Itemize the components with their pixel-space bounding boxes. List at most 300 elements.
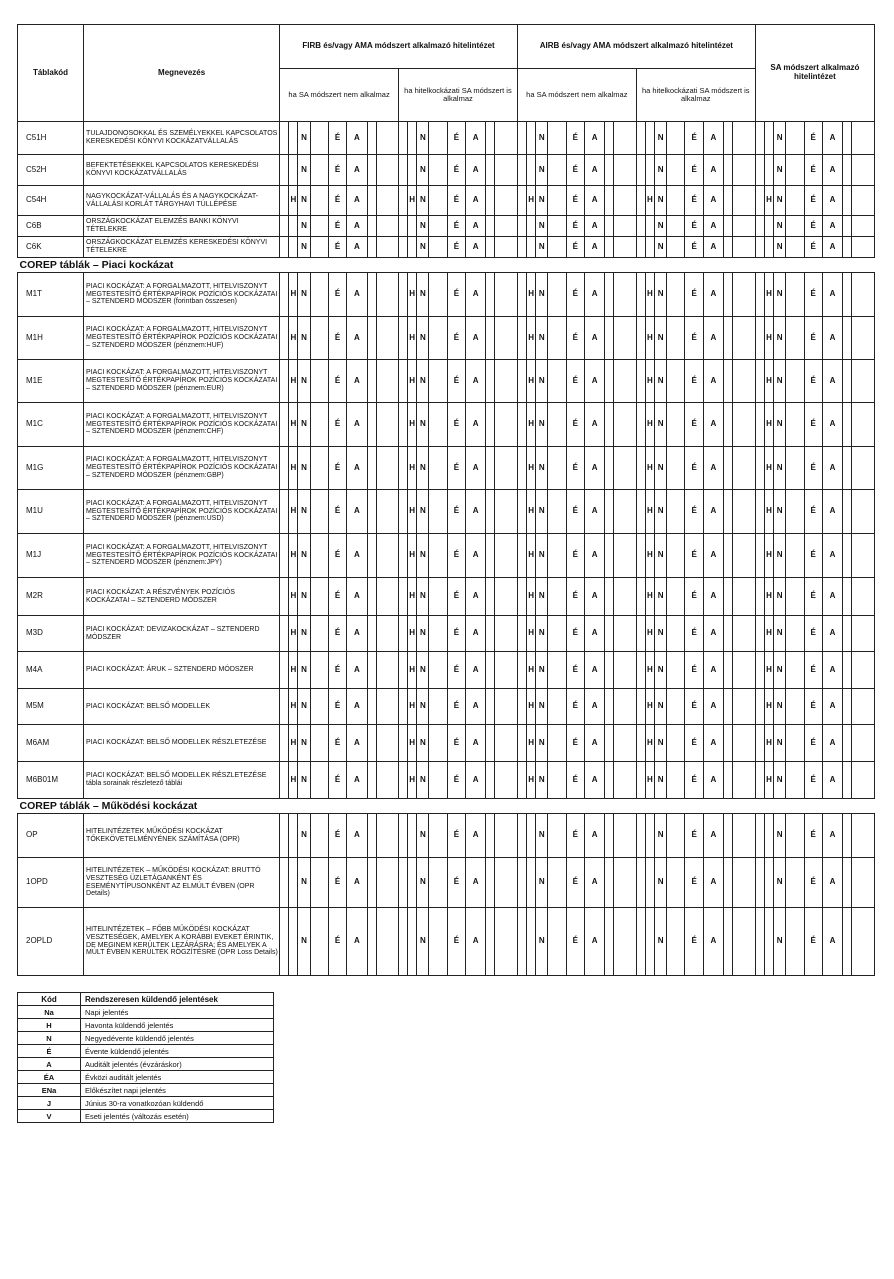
- freq-cell-e: É: [447, 403, 465, 447]
- empty-cell: [614, 447, 636, 490]
- freq-cell-n: N: [655, 578, 667, 616]
- empty-cell: [310, 403, 328, 447]
- freq-cell-n: N: [536, 762, 548, 799]
- freq-cell-a: A: [822, 534, 842, 578]
- subheader-firb-no-sa: ha SA módszert nem alkalmaz: [280, 69, 399, 122]
- freq-cell-a: A: [584, 447, 604, 490]
- freq-cell-n: N: [774, 122, 786, 155]
- empty-cell: [636, 237, 645, 258]
- empty-cell: [310, 360, 328, 403]
- freq-cell-n: N: [774, 534, 786, 578]
- freq-cell-e: É: [566, 858, 584, 908]
- freq-cell-a: A: [822, 762, 842, 799]
- row-code: M6AM: [18, 725, 84, 762]
- freq-cell-n: N: [298, 908, 310, 976]
- freq-cell-h: H: [289, 360, 298, 403]
- empty-cell: [289, 155, 298, 186]
- empty-cell: [843, 447, 852, 490]
- empty-cell: [548, 360, 566, 403]
- freq-cell-n: N: [298, 186, 310, 216]
- empty-cell: [429, 186, 447, 216]
- freq-cell-h: H: [645, 616, 654, 652]
- freq-cell-a: A: [466, 616, 486, 652]
- freq-cell-h: H: [764, 689, 773, 725]
- row-name: PIACI KOCKÁZAT: A RÉSZVÉNYEK POZÍCIÓS KOCKÁZATAI – SZTENDERD MÓDSZER: [84, 578, 280, 616]
- freq-cell-a: A: [822, 447, 842, 490]
- empty-cell: [755, 273, 764, 317]
- freq-cell-e: É: [685, 578, 703, 616]
- empty-cell: [280, 762, 289, 799]
- row-code: C6K: [18, 237, 84, 258]
- freq-cell-a: A: [822, 360, 842, 403]
- empty-cell: [764, 237, 773, 258]
- empty-cell: [367, 814, 376, 858]
- empty-cell: [733, 122, 756, 155]
- empty-cell: [310, 273, 328, 317]
- empty-cell: [843, 652, 852, 689]
- empty-cell: [733, 490, 756, 534]
- empty-cell: [367, 908, 376, 976]
- empty-cell: [605, 858, 614, 908]
- header-tablakod: Táblakód: [18, 25, 84, 122]
- table-row: [18, 534, 875, 578]
- freq-cell-n: N: [298, 762, 310, 799]
- freq-cell-e: É: [685, 652, 703, 689]
- empty-cell: [548, 616, 566, 652]
- header-sa: SA módszert alkalmazó hitelintézet: [755, 25, 874, 122]
- freq-cell-e: É: [447, 858, 465, 908]
- empty-cell: [398, 317, 407, 360]
- freq-cell-e: É: [804, 652, 822, 689]
- empty-cell: [280, 237, 289, 258]
- freq-cell-e: É: [328, 122, 346, 155]
- freq-cell-h: H: [408, 403, 417, 447]
- empty-cell: [605, 155, 614, 186]
- freq-cell-e: É: [328, 216, 346, 237]
- empty-cell: [280, 317, 289, 360]
- empty-cell: [310, 616, 328, 652]
- freq-cell-a: A: [584, 186, 604, 216]
- empty-cell: [843, 155, 852, 186]
- row-name: PIACI KOCKÁZAT: A FORGALMAZOTT, HITELVISZONYT MEGTESTESÍTŐ ÉRTÉKPAPÍROK POZÍCIÓS KOCKÁZATAI – SZTENDERD MÓDSZER (pénznem:JPY): [84, 534, 280, 578]
- legend-description: Napi jelentés: [81, 1006, 274, 1019]
- freq-cell-e: É: [328, 490, 346, 534]
- empty-cell: [376, 616, 398, 652]
- empty-cell: [429, 814, 447, 858]
- empty-cell: [408, 814, 417, 858]
- freq-cell-n: N: [298, 237, 310, 258]
- freq-cell-e: É: [566, 317, 584, 360]
- freq-cell-n: N: [536, 689, 548, 725]
- freq-cell-a: A: [347, 762, 367, 799]
- empty-cell: [429, 122, 447, 155]
- empty-cell: [280, 403, 289, 447]
- empty-cell: [429, 317, 447, 360]
- empty-cell: [367, 186, 376, 216]
- empty-cell: [755, 155, 764, 186]
- empty-cell: [636, 534, 645, 578]
- empty-cell: [548, 122, 566, 155]
- empty-cell: [527, 155, 536, 186]
- freq-cell-e: É: [685, 237, 703, 258]
- empty-cell: [517, 403, 526, 447]
- freq-cell-h: H: [408, 534, 417, 578]
- freq-cell-a: A: [703, 447, 723, 490]
- empty-cell: [764, 858, 773, 908]
- freq-cell-h: H: [527, 317, 536, 360]
- row-name: BEFEKTETÉSEKKEL KAPCSOLATOS KERESKEDÉSI KÖNYVI KOCKÁZATVÁLLALÁS: [84, 155, 280, 186]
- freq-cell-a: A: [703, 908, 723, 976]
- empty-cell: [486, 652, 495, 689]
- empty-cell: [367, 490, 376, 534]
- empty-cell: [486, 689, 495, 725]
- empty-cell: [517, 534, 526, 578]
- empty-cell: [786, 216, 804, 237]
- freq-cell-a: A: [466, 155, 486, 186]
- empty-cell: [486, 908, 495, 976]
- empty-cell: [495, 858, 517, 908]
- empty-cell: [517, 317, 526, 360]
- freq-cell-a: A: [347, 490, 367, 534]
- table-row: [18, 360, 875, 403]
- empty-cell: [376, 122, 398, 155]
- empty-cell: [548, 578, 566, 616]
- empty-cell: [527, 122, 536, 155]
- freq-cell-e: É: [447, 360, 465, 403]
- empty-cell: [764, 814, 773, 858]
- freq-cell-h: H: [408, 725, 417, 762]
- empty-cell: [429, 155, 447, 186]
- empty-cell: [843, 317, 852, 360]
- freq-cell-n: N: [536, 578, 548, 616]
- empty-cell: [517, 616, 526, 652]
- freq-cell-n: N: [774, 490, 786, 534]
- empty-cell: [310, 155, 328, 186]
- empty-cell: [636, 403, 645, 447]
- empty-cell: [289, 237, 298, 258]
- empty-cell: [398, 216, 407, 237]
- empty-cell: [280, 216, 289, 237]
- empty-cell: [852, 186, 875, 216]
- row-code: M1T: [18, 273, 84, 317]
- empty-cell: [733, 237, 756, 258]
- empty-cell: [667, 578, 685, 616]
- row-name: PIACI KOCKÁZAT: A FORGALMAZOTT, HITELVISZONYT MEGTESTESÍTŐ ÉRTÉKPAPÍROK POZÍCIÓS KOCKÁZATAI – SZTENDERD MÓDSZER (forintban összesen): [84, 273, 280, 317]
- freq-cell-n: N: [655, 403, 667, 447]
- empty-cell: [486, 725, 495, 762]
- empty-cell: [786, 155, 804, 186]
- empty-cell: [645, 858, 654, 908]
- empty-cell: [786, 616, 804, 652]
- empty-cell: [376, 273, 398, 317]
- empty-cell: [280, 490, 289, 534]
- freq-cell-h: H: [645, 447, 654, 490]
- freq-cell-n: N: [298, 122, 310, 155]
- freq-cell-e: É: [685, 317, 703, 360]
- row-name: PIACI KOCKÁZAT: A FORGALMAZOTT, HITELVISZONYT MEGTESTESÍTŐ ÉRTÉKPAPÍROK POZÍCIÓS KOCKÁZATAI – SZTENDERD MÓDSZER (pénznem:HUF): [84, 317, 280, 360]
- freq-cell-a: A: [822, 216, 842, 237]
- freq-cell-e: É: [566, 216, 584, 237]
- table-row: [18, 447, 875, 490]
- empty-cell: [843, 490, 852, 534]
- empty-cell: [755, 578, 764, 616]
- empty-cell: [548, 814, 566, 858]
- freq-cell-n: N: [774, 216, 786, 237]
- empty-cell: [636, 216, 645, 237]
- empty-cell: [495, 616, 517, 652]
- subheader-firb-with-sa: ha hitelkockázati SA módszert is alkalmaz: [398, 69, 517, 122]
- legend-description: Auditált jelentés (évzáráskor): [81, 1058, 274, 1071]
- freq-cell-n: N: [536, 616, 548, 652]
- empty-cell: [733, 908, 756, 976]
- freq-cell-e: É: [328, 447, 346, 490]
- empty-cell: [548, 447, 566, 490]
- empty-cell: [367, 578, 376, 616]
- freq-cell-n: N: [655, 534, 667, 578]
- empty-cell: [605, 216, 614, 237]
- empty-cell: [310, 652, 328, 689]
- empty-cell: [527, 908, 536, 976]
- subheader-airb-no-sa: ha SA módszert nem alkalmaz: [517, 69, 636, 122]
- freq-cell-h: H: [645, 652, 654, 689]
- legend-code: J: [18, 1097, 81, 1110]
- legend-code: A: [18, 1058, 81, 1071]
- empty-cell: [764, 216, 773, 237]
- empty-cell: [605, 317, 614, 360]
- empty-cell: [786, 858, 804, 908]
- freq-cell-n: N: [417, 237, 429, 258]
- freq-cell-e: É: [804, 273, 822, 317]
- freq-cell-e: É: [804, 762, 822, 799]
- empty-cell: [724, 403, 733, 447]
- freq-cell-a: A: [822, 403, 842, 447]
- freq-cell-n: N: [417, 403, 429, 447]
- empty-cell: [486, 216, 495, 237]
- empty-cell: [376, 534, 398, 578]
- empty-cell: [755, 908, 764, 976]
- empty-cell: [367, 447, 376, 490]
- freq-cell-e: É: [685, 858, 703, 908]
- empty-cell: [495, 403, 517, 447]
- empty-cell: [786, 725, 804, 762]
- freq-cell-h: H: [527, 186, 536, 216]
- freq-cell-n: N: [655, 273, 667, 317]
- freq-cell-e: É: [328, 186, 346, 216]
- freq-cell-e: É: [447, 762, 465, 799]
- freq-cell-a: A: [822, 237, 842, 258]
- empty-cell: [645, 216, 654, 237]
- freq-cell-n: N: [774, 616, 786, 652]
- freq-cell-a: A: [584, 534, 604, 578]
- freq-cell-n: N: [417, 616, 429, 652]
- empty-cell: [280, 273, 289, 317]
- empty-cell: [786, 652, 804, 689]
- freq-cell-h: H: [408, 447, 417, 490]
- freq-cell-h: H: [289, 725, 298, 762]
- empty-cell: [548, 762, 566, 799]
- empty-cell: [280, 578, 289, 616]
- table-row: [18, 762, 875, 799]
- table-row: [18, 403, 875, 447]
- empty-cell: [310, 725, 328, 762]
- empty-cell: [517, 814, 526, 858]
- empty-cell: [733, 360, 756, 403]
- empty-cell: [843, 578, 852, 616]
- freq-cell-n: N: [298, 652, 310, 689]
- empty-cell: [843, 186, 852, 216]
- empty-cell: [755, 447, 764, 490]
- empty-cell: [852, 447, 875, 490]
- section-title: COREP táblák – Működési kockázat: [19, 800, 198, 813]
- empty-cell: [495, 122, 517, 155]
- empty-cell: [495, 725, 517, 762]
- table-row: [18, 317, 875, 360]
- empty-cell: [517, 360, 526, 403]
- empty-cell: [408, 237, 417, 258]
- empty-cell: [645, 155, 654, 186]
- freq-cell-h: H: [645, 273, 654, 317]
- header-row-1: [18, 25, 875, 69]
- freq-cell-e: É: [804, 814, 822, 858]
- freq-cell-h: H: [764, 403, 773, 447]
- empty-cell: [755, 652, 764, 689]
- empty-cell: [429, 216, 447, 237]
- empty-cell: [852, 858, 875, 908]
- empty-cell: [605, 534, 614, 578]
- empty-cell: [733, 725, 756, 762]
- freq-cell-n: N: [417, 814, 429, 858]
- empty-cell: [605, 616, 614, 652]
- empty-cell: [376, 652, 398, 689]
- empty-cell: [280, 186, 289, 216]
- empty-cell: [724, 762, 733, 799]
- empty-cell: [548, 652, 566, 689]
- empty-cell: [495, 762, 517, 799]
- empty-cell: [636, 578, 645, 616]
- empty-cell: [398, 403, 407, 447]
- freq-cell-e: É: [447, 814, 465, 858]
- empty-cell: [852, 155, 875, 186]
- empty-cell: [548, 155, 566, 186]
- table-row: [18, 122, 875, 155]
- freq-cell-n: N: [298, 689, 310, 725]
- empty-cell: [310, 762, 328, 799]
- freq-cell-n: N: [536, 858, 548, 908]
- freq-cell-e: É: [447, 273, 465, 317]
- freq-cell-h: H: [645, 360, 654, 403]
- empty-cell: [786, 273, 804, 317]
- empty-cell: [495, 360, 517, 403]
- empty-cell: [786, 534, 804, 578]
- freq-cell-a: A: [466, 403, 486, 447]
- freq-cell-e: É: [685, 689, 703, 725]
- freq-cell-n: N: [774, 155, 786, 186]
- empty-cell: [667, 762, 685, 799]
- legend-header-desc: Rendszeresen küldendő jelentések: [81, 993, 274, 1006]
- freq-cell-n: N: [298, 317, 310, 360]
- freq-cell-n: N: [536, 273, 548, 317]
- empty-cell: [495, 273, 517, 317]
- empty-cell: [636, 186, 645, 216]
- section-row: [18, 258, 875, 273]
- empty-cell: [376, 447, 398, 490]
- empty-cell: [733, 534, 756, 578]
- freq-cell-n: N: [536, 534, 548, 578]
- empty-cell: [495, 652, 517, 689]
- empty-cell: [376, 814, 398, 858]
- freq-cell-e: É: [685, 725, 703, 762]
- freq-cell-a: A: [347, 858, 367, 908]
- legend-code: V: [18, 1110, 81, 1123]
- empty-cell: [724, 908, 733, 976]
- freq-cell-h: H: [645, 186, 654, 216]
- freq-cell-e: É: [566, 447, 584, 490]
- empty-cell: [486, 237, 495, 258]
- empty-cell: [398, 814, 407, 858]
- freq-cell-a: A: [584, 616, 604, 652]
- freq-cell-e: É: [566, 155, 584, 186]
- freq-cell-h: H: [527, 403, 536, 447]
- empty-cell: [310, 237, 328, 258]
- freq-cell-n: N: [417, 490, 429, 534]
- freq-cell-n: N: [298, 858, 310, 908]
- empty-cell: [764, 908, 773, 976]
- empty-cell: [398, 186, 407, 216]
- row-name: TULAJDONOSOKKAL ÉS SZEMÉLYEKKEL KAPCSOLATOS KERESKEDÉSI KÖNYVI KOCKÁZATVÁLLALÁS: [84, 122, 280, 155]
- empty-cell: [843, 725, 852, 762]
- row-code: M1H: [18, 317, 84, 360]
- empty-cell: [755, 814, 764, 858]
- freq-cell-h: H: [764, 534, 773, 578]
- empty-cell: [733, 814, 756, 858]
- empty-cell: [843, 908, 852, 976]
- freq-cell-e: É: [447, 652, 465, 689]
- row-name: NAGYKOCKÁZAT-VÁLLALÁS ÉS A NAGYKOCKÁZAT-VÁLLALÁSI KORLÁT TÁRGYHAVI TÚLLÉPÉSE: [84, 186, 280, 216]
- freq-cell-e: É: [447, 490, 465, 534]
- empty-cell: [733, 762, 756, 799]
- empty-cell: [605, 814, 614, 858]
- freq-cell-n: N: [655, 216, 667, 237]
- freq-cell-n: N: [417, 689, 429, 725]
- freq-cell-n: N: [774, 403, 786, 447]
- freq-cell-n: N: [417, 273, 429, 317]
- empty-cell: [786, 360, 804, 403]
- freq-cell-n: N: [417, 155, 429, 186]
- empty-cell: [724, 237, 733, 258]
- empty-cell: [376, 403, 398, 447]
- empty-cell: [527, 237, 536, 258]
- empty-cell: [280, 534, 289, 578]
- freq-cell-n: N: [655, 490, 667, 534]
- freq-cell-e: É: [804, 725, 822, 762]
- freq-cell-a: A: [584, 317, 604, 360]
- empty-cell: [376, 908, 398, 976]
- row-name: PIACI KOCKÁZAT: A FORGALMAZOTT, HITELVISZONYT MEGTESTESÍTŐ ÉRTÉKPAPÍROK POZÍCIÓS KOCKÁZATAI – SZTENDERD MÓDSZER (pénznem:EUR): [84, 360, 280, 403]
- freq-cell-n: N: [655, 814, 667, 858]
- empty-cell: [398, 578, 407, 616]
- freq-cell-e: É: [804, 534, 822, 578]
- freq-cell-n: N: [536, 814, 548, 858]
- freq-cell-e: É: [328, 762, 346, 799]
- empty-cell: [517, 216, 526, 237]
- empty-cell: [636, 814, 645, 858]
- empty-cell: [786, 689, 804, 725]
- freq-cell-h: H: [645, 490, 654, 534]
- empty-cell: [398, 689, 407, 725]
- empty-cell: [548, 490, 566, 534]
- freq-cell-h: H: [289, 186, 298, 216]
- row-code: M4A: [18, 652, 84, 689]
